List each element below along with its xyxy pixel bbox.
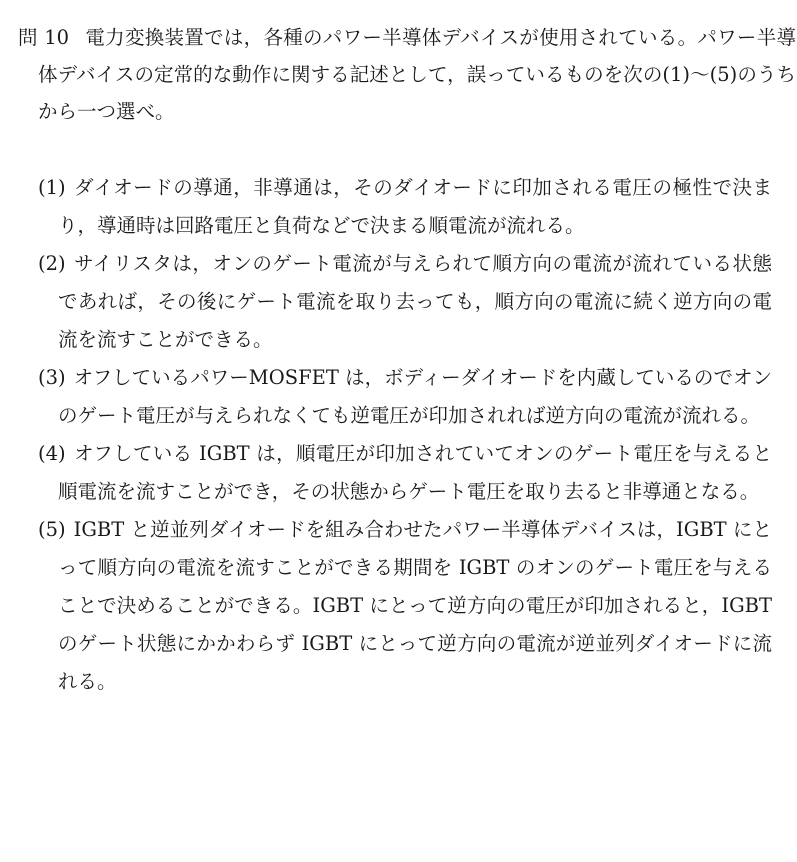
option-text: ダイオードの導通，非導通は，そのダイオードに印加される電圧の極性で決まり，導通時は回路電圧と負荷などで決まる順電流が流れる。 bbox=[58, 176, 772, 237]
option-label: (4) bbox=[38, 442, 66, 465]
question-text: 電力変換装置では，各種のパワー半導体デバイスが使用されている。パワー半導体デバイスの定常的な動作に関する記述として，誤っているものを次の(1)～(5)のうちから一つ選べ。 bbox=[38, 26, 797, 123]
option-4 bbox=[38, 435, 772, 511]
option-text: オフしているパワーMOSFET は，ボディーダイオードを内蔵しているのでオンのゲート電圧が与えられなくても逆電圧が印加されれば逆方向の電流が流れる。 bbox=[58, 366, 772, 427]
question-block bbox=[18, 19, 796, 130]
option-5 bbox=[38, 511, 772, 701]
option-label: (5) bbox=[38, 518, 66, 541]
option-label: (3) bbox=[38, 366, 66, 389]
option-label: (2) bbox=[38, 252, 66, 275]
option-text: サイリスタは，オンのゲート電流が与えられて順方向の電流が流れている状態であれば，その後にゲート電流を取り去っても，順方向の電流に続く逆方向の電流を流すことができる。 bbox=[58, 252, 772, 351]
option-label: (1) bbox=[38, 176, 66, 199]
options-list bbox=[38, 169, 772, 701]
question-number: 問 10 bbox=[18, 26, 70, 49]
option-text: IGBT と逆並列ダイオードを組み合わせたパワー半導体デバイスは，IGBT にとって順方向の電流を流すことができる期間を IGBT のオンのゲート電圧を与えることで決めることができる。IGBT にとって逆方向の電圧が印加されると，IGBT のゲート状態にかかわらず IGBT にとって逆方向の電流が逆並列ダイオードに流れる。 bbox=[58, 518, 772, 693]
option-1 bbox=[38, 169, 772, 245]
option-text: オフしている IGBT は，順電圧が印加されていてオンのゲート電圧を与えると順電流を流すことができ，その状態からゲート電圧を取り去ると非導通となる。 bbox=[58, 442, 772, 503]
option-2 bbox=[38, 245, 772, 359]
option-3 bbox=[38, 359, 772, 435]
